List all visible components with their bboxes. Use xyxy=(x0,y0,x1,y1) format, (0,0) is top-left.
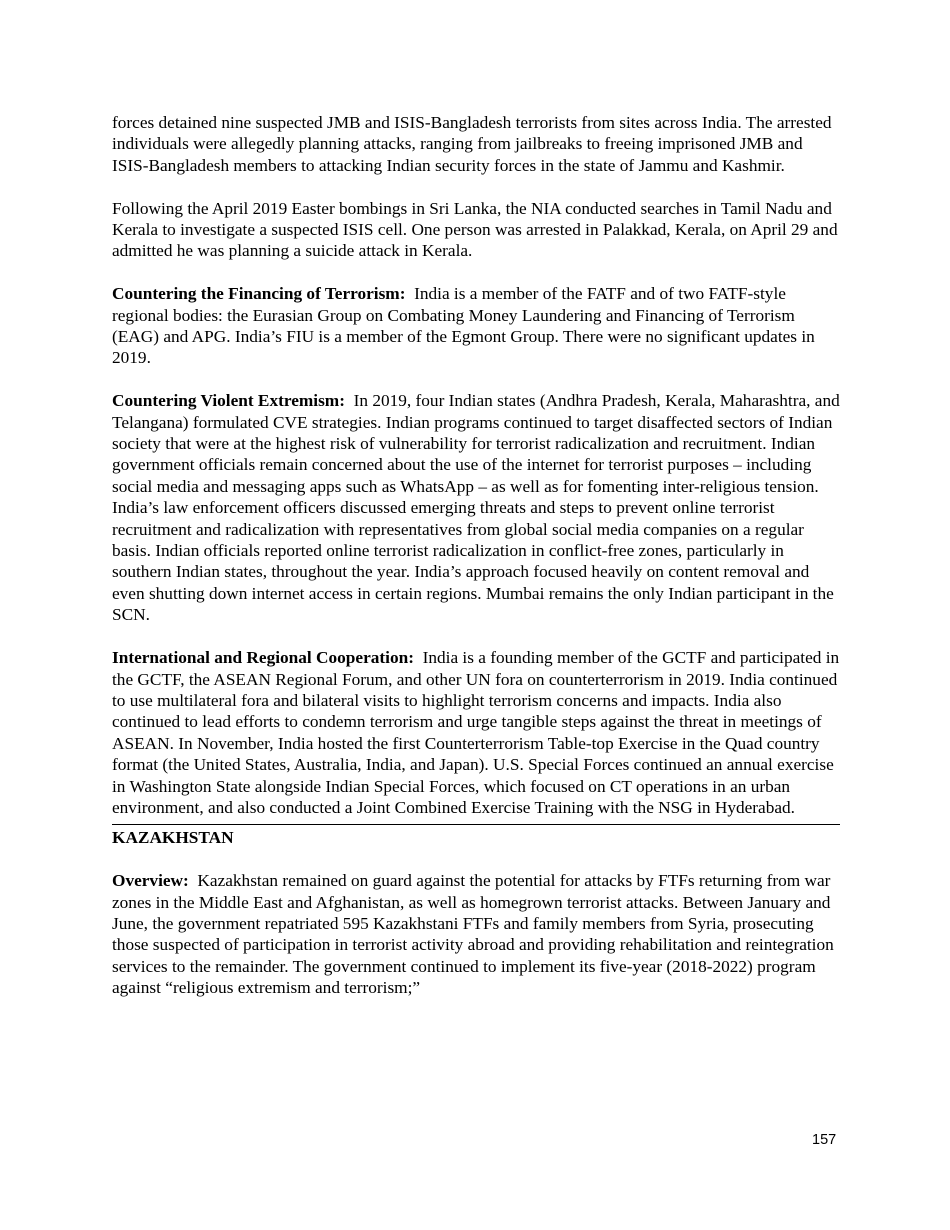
document-page xyxy=(112,112,842,999)
paragraph-arrests xyxy=(112,112,842,176)
paragraph-text: Kazakhstan remained on guard against the potential for attacks by FTFs returning from war zones in the Middle East and Afghanistan, as well as homegrown terrorist attacks. Between January and June, the government repatriated 595 Kazakhstani FTFs and family members from Syria, prosecuting those suspected of participation in terrorist activity abroad and providing rehabilitation and reintegration services to the remainder. The government continued to implement its five-year (2018-2022) program against “religious extremism and terrorism;” xyxy=(112,871,834,998)
paragraph-overview xyxy=(112,870,842,998)
paragraph-text: India is a member of the FATF and of two FATF-style regional bodies: the Eurasian Group on Combating Money Laundering and Financing of Terrorism (EAG) and APG. India’s FIU is a member of the Egmont Group. There were no significant updates in 2019. xyxy=(112,284,815,368)
paragraph-financing xyxy=(112,283,842,369)
paragraph-cooperation xyxy=(112,647,842,818)
paragraph-lead: Countering the Financing of Terrorism: xyxy=(112,284,406,304)
paragraph-lead: Overview: xyxy=(112,871,189,891)
paragraph-cve xyxy=(112,390,842,625)
paragraph-sri-lanka xyxy=(112,198,842,262)
paragraph-text: Following the April 2019 Easter bombings in Sri Lanka, the NIA conducted searches in Tamil Nadu and Kerala to investigate a suspected ISIS cell. One person was arrested in Palakkad, Kerala, on April 29 and admitted he was planning a suicide attack in Kerala. xyxy=(112,198,838,261)
paragraph-text: India is a founding member of the GCTF and participated in the GCTF, the ASEAN Regional Forum, and other UN fora on counterterrorism in 2019. India continued to use multilateral fora and bilateral visits to highlight terrorism concerns and impacts. India also continued to lead efforts to condemn terrorism and urge tangible steps against the threat in meetings of ASEAN. In November, India hosted the first Counterterrorism Table-top Exercise in the Quad country format (the United States, Australia, India, and Japan). U.S. Special Forces continued an annual exercise in Washington State alongside Indian Special Forces, which focused on CT operations in an urban environment, and also conducted a Joint Combined Exercise Training with the NSG in Hyderabad. xyxy=(112,648,840,817)
paragraph-text: In 2019, four Indian states (Andhra Pradesh, Kerala, Maharashtra, and Telangana) formulated CVE strategies. Indian programs continued to target disaffected sectors of Indian society that were at the highest risk of vulnerability for terrorist radicalization and recruitment. Indian government officials remain concerned about the use of the internet for terrorist purposes – including social media and messaging apps such as WhatsApp – as well as for fomenting inter-religious tension. India’s law enforcement officers discussed emerging threats and steps to prevent online terrorist recruitment and radicalization with representatives from global social media companies on a regular basis. Indian officials reported online terrorist radicalization in conflict-free zones, particularly in southern Indian states, throughout the year. India’s approach focused heavily on content removal and even shutting down internet access in certain regions. Mumbai remains the only Indian participant in the SCN. xyxy=(112,391,840,625)
paragraph-lead: International and Regional Cooperation: xyxy=(112,648,414,668)
section-divider xyxy=(112,824,840,825)
page-number: 157 xyxy=(812,1132,837,1148)
section-heading: KAZAKHSTAN xyxy=(112,828,234,848)
paragraph-lead: Countering Violent Extremism: xyxy=(112,391,345,411)
paragraph-text: forces detained nine suspected JMB and ISIS-Bangladesh terrorists from sites across India. The arrested individuals were allegedly planning attacks, ranging from jailbreaks to freeing imprisoned JMB and ISIS-Bangladesh members to attacking Indian security forces in the state of Jammu and Kashmir. xyxy=(112,113,832,175)
